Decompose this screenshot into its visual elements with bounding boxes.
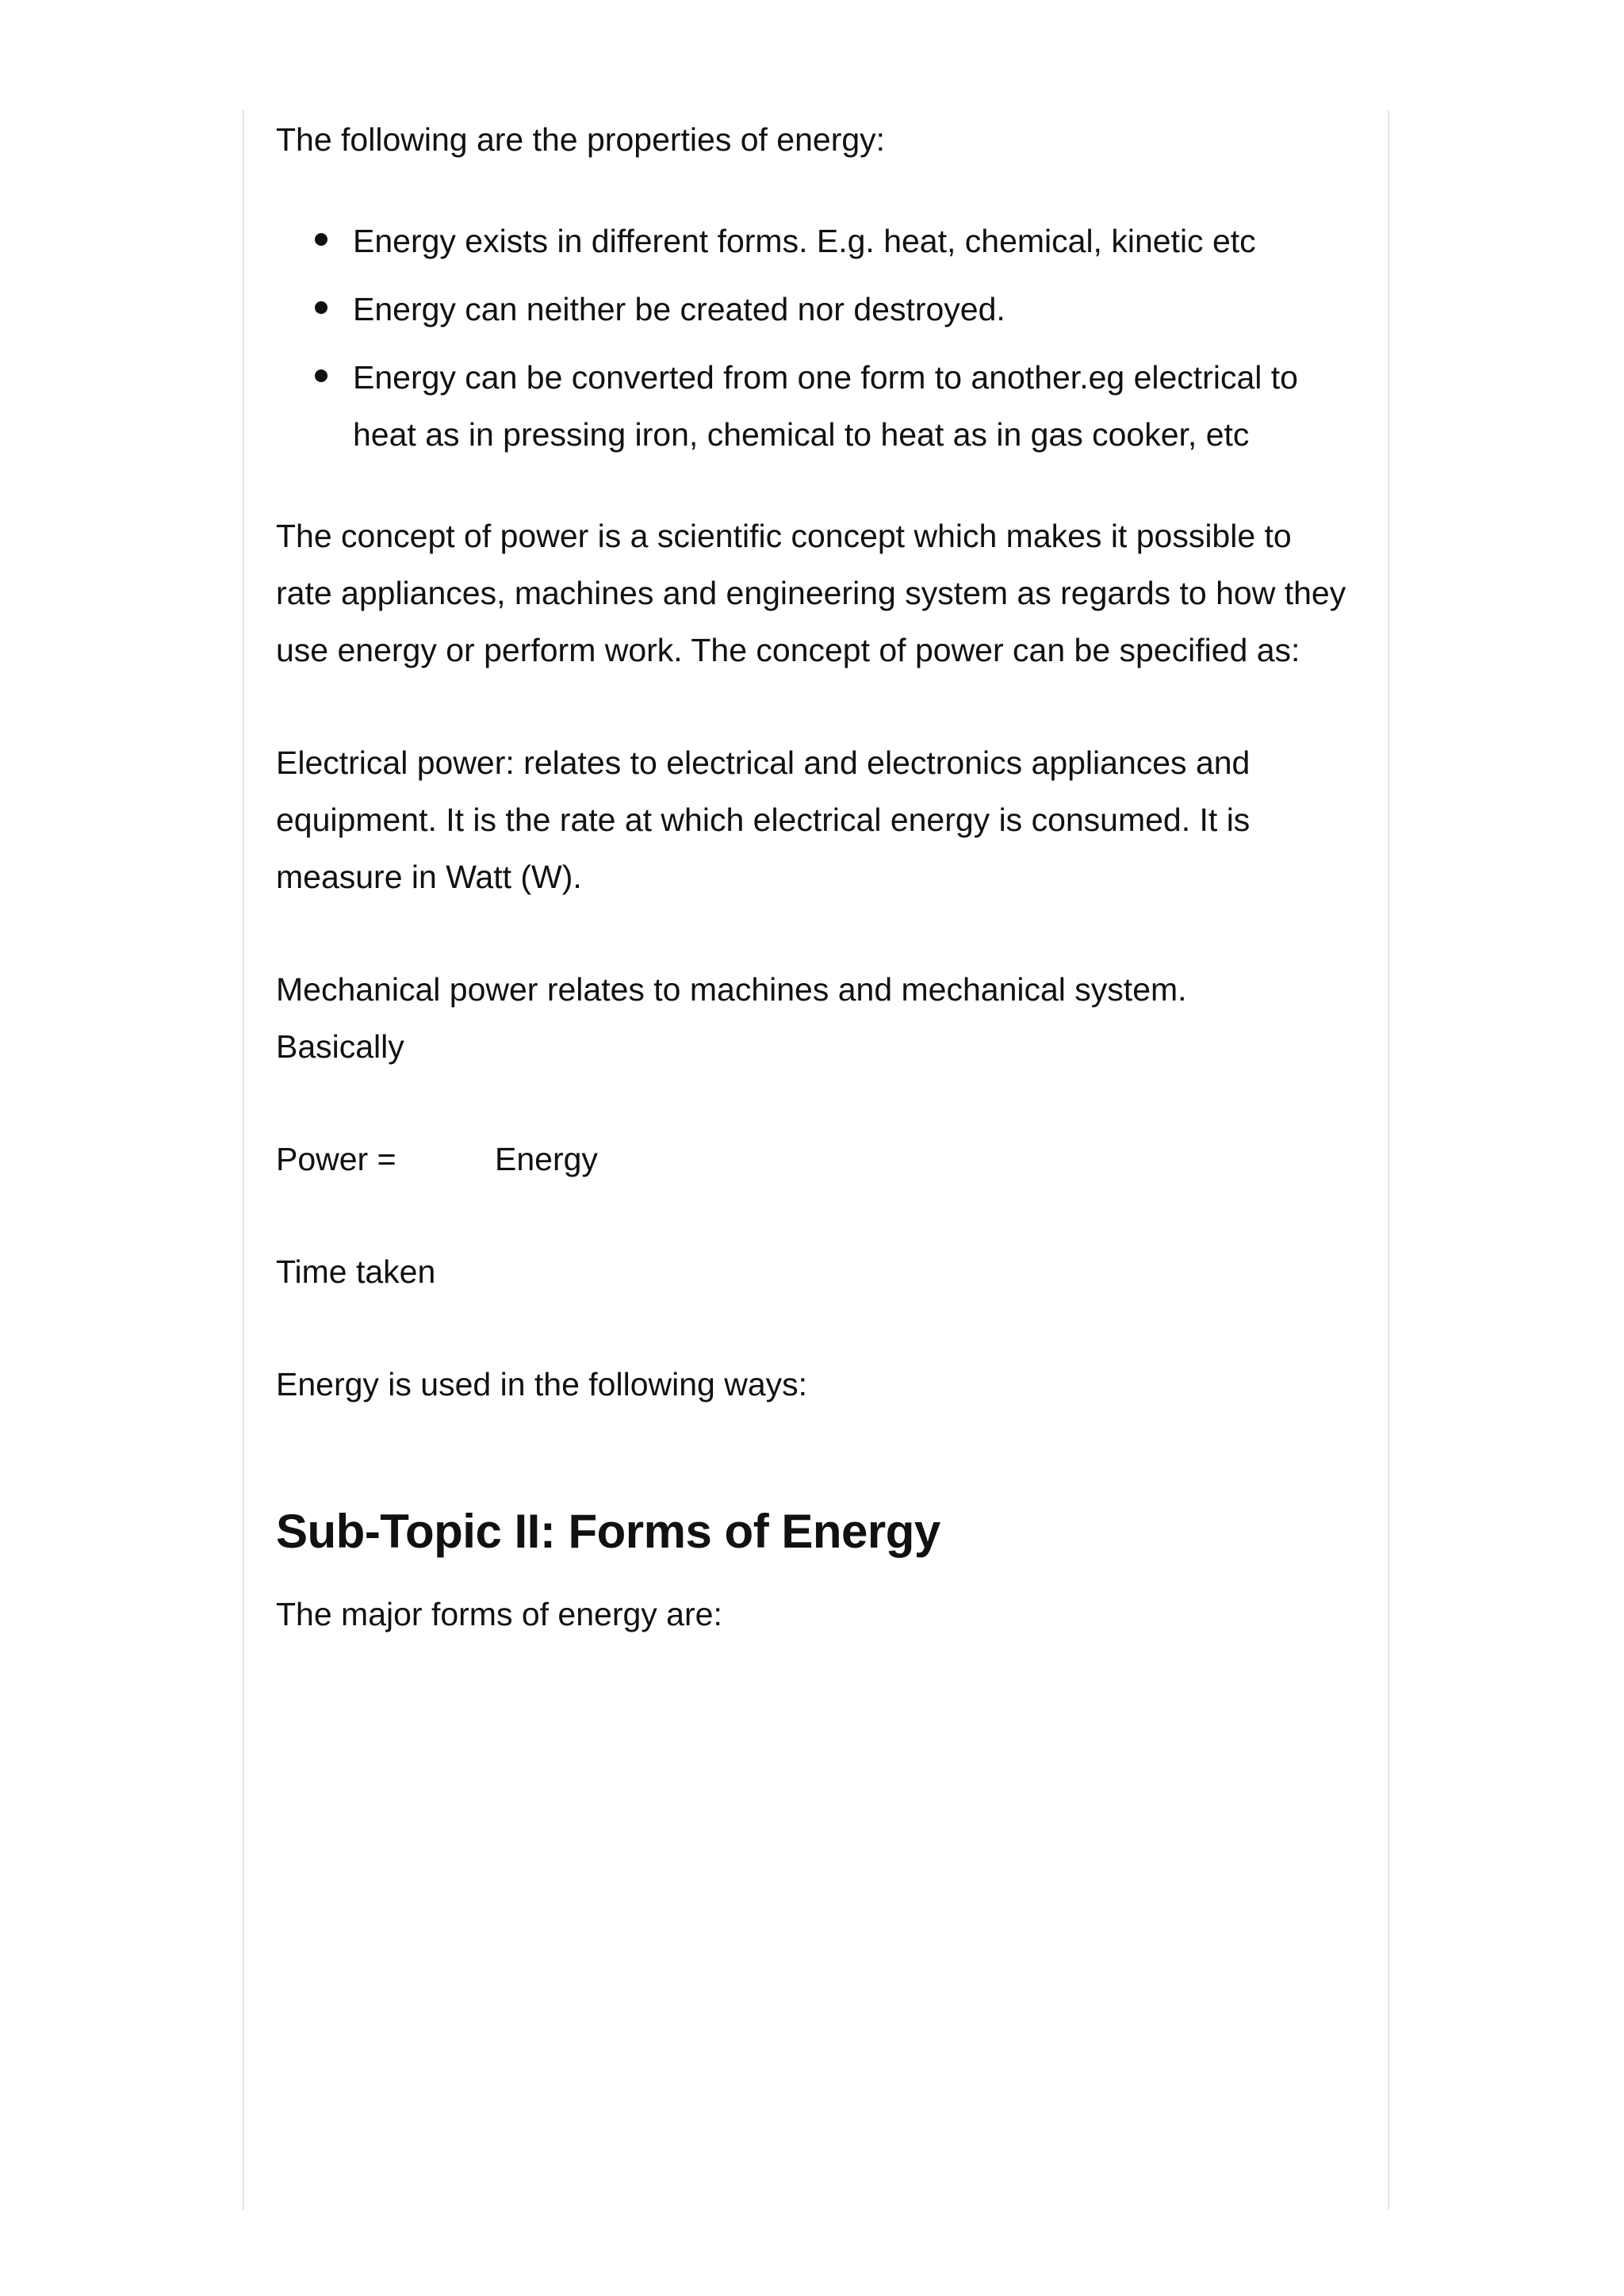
list-item [276, 212, 1356, 270]
energy-uses-paragraph: Energy is used in the following ways: [276, 1366, 808, 1402]
power-concept-paragraph: The concept of power is a scientific concept which makes it possible to rate appliances, machines and engineering system as regards to how they use energy or perform work. The concept of power can be specified as: [276, 518, 1346, 668]
bullet-icon [315, 233, 327, 246]
properties-list [276, 212, 1356, 463]
formula-left: Power = [276, 1141, 396, 1177]
list-item-text: Energy can be converted from one form to another.eg electrical to heat as in pressing iron, chemical to heat as in gas cooker, etc [353, 359, 1298, 453]
bullet-icon [315, 301, 327, 314]
list-item [276, 349, 1356, 463]
electrical-power-paragraph: Electrical power: relates to electrical and electronics appliances and equipment. It is the rate at which electrical energy is consumed. It is measure in Watt (W). [276, 744, 1251, 895]
mechanical-power-paragraph: Mechanical power relates to machines and mechanical system. Basically [276, 971, 1187, 1065]
subtopic-heading: Sub-Topic II: Forms of Energy [276, 1505, 940, 1558]
article-body [276, 111, 1356, 1698]
formula-numerator: Energy [495, 1141, 598, 1177]
bullet-icon [315, 369, 327, 382]
properties-intro: The following are the properties of energy: [276, 121, 886, 158]
list-item [276, 281, 1356, 338]
list-item-text: Energy exists in different forms. E.g. heat, chemical, kinetic etc [353, 223, 1256, 259]
list-item-text: Energy can neither be created nor destroyed. [353, 291, 1005, 327]
formula-denominator: Time taken [276, 1253, 436, 1290]
major-forms-paragraph: The major forms of energy are: [276, 1596, 722, 1632]
power-formula [276, 1131, 1356, 1188]
